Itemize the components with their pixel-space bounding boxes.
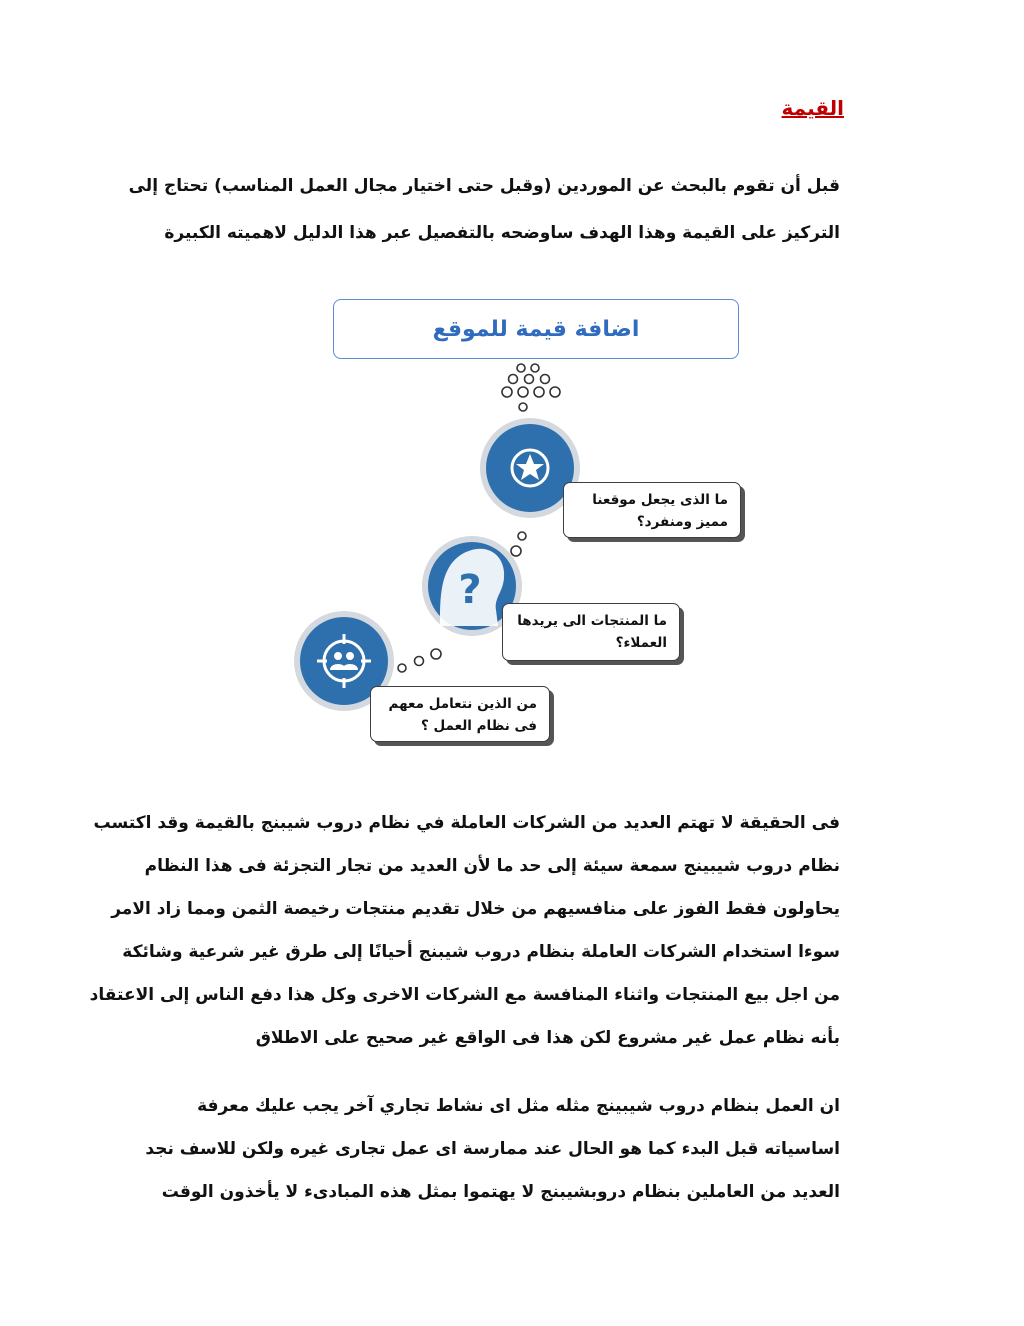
bubble-line: ما الذى يجعل موقعنا bbox=[592, 492, 728, 508]
body-line: فى الحقيقة لا تهتم العديد من الشركات العاملة في نظام دروب شيبنج بالقيمة وقد اكتسب bbox=[93, 813, 840, 833]
bubble-line: مميز ومنفرد؟ bbox=[636, 514, 728, 530]
bubble-line: العملاء؟ bbox=[615, 635, 667, 651]
intro-line: قبل أن تقوم بالبحث عن الموردين (وقبل حتى اختيار مجال العمل المناسب) تحتاج إلى bbox=[128, 176, 840, 196]
body-paragraph-1 bbox=[90, 815, 840, 1073]
body-line: يحاولون فقط الفوز على منافسيهم من خلال تقديم منتجات رخيصة الثمن ومما زاد الامر bbox=[111, 899, 840, 919]
step-bubble-2 bbox=[502, 603, 680, 661]
body-line: من اجل بيع المنتجات واثناء المنافسة مع الشركات الاخرى وكل هذا دفع الناس إلى الاعتقاد bbox=[89, 985, 840, 1005]
section-heading: القيمة bbox=[781, 96, 844, 120]
body-line: بأنه نظام عمل غير مشروع لكن هذا فى الواقع غير صحيح على الاطلاق bbox=[255, 1028, 840, 1048]
thought-dots-low bbox=[398, 649, 441, 672]
body-line: ان العمل بنظام دروب شيبينج مثله مثل اى نشاط تجاري آخر يجب عليك معرفة bbox=[197, 1096, 840, 1116]
bubble-line: فى نظام العمل ؟ bbox=[420, 718, 537, 734]
diagram-title-box bbox=[333, 299, 739, 359]
bubble-line: ما المنتجات الى يريدها bbox=[517, 613, 667, 629]
svg-text:?: ? bbox=[458, 567, 482, 613]
body-paragraph-2 bbox=[145, 1098, 840, 1227]
step-bubble-3 bbox=[370, 686, 550, 742]
value-diagram bbox=[290, 296, 750, 756]
intro-paragraph bbox=[129, 178, 840, 272]
thought-dots-mid bbox=[511, 532, 526, 556]
body-line: سوءا استخدام الشركات العاملة بنظام دروب شيبنج أحيانًا إلى طرق غير شرعية وشائكة bbox=[122, 942, 840, 962]
bubble-line: من الذين نتعامل معهم bbox=[388, 696, 537, 712]
body-line: نظام دروب شيبينج سمعة سيئة إلى حد ما لأن العديد من تجار التجزئة فى هذا النظام bbox=[144, 856, 840, 876]
body-line: العديد من العاملين بنظام دروبشيبنج لا يهتموا بمثل هذه المبادىء لا يأخذون الوقت bbox=[161, 1182, 840, 1202]
body-line: اساسياته قبل البدء كما هو الحال عند ممارسة اى عمل تجارى غيره ولكن للاسف نجد bbox=[145, 1139, 840, 1159]
diagram-title: اضافة قيمة للموقع bbox=[432, 316, 640, 342]
step-bubble-1 bbox=[563, 482, 741, 538]
intro-line: التركيز على القيمة وهذا الهدف ساوضحه بالتفصيل عبر هذا الدليل لاهميته الكبيرة bbox=[164, 223, 840, 243]
thought-dots-top bbox=[502, 364, 560, 411]
